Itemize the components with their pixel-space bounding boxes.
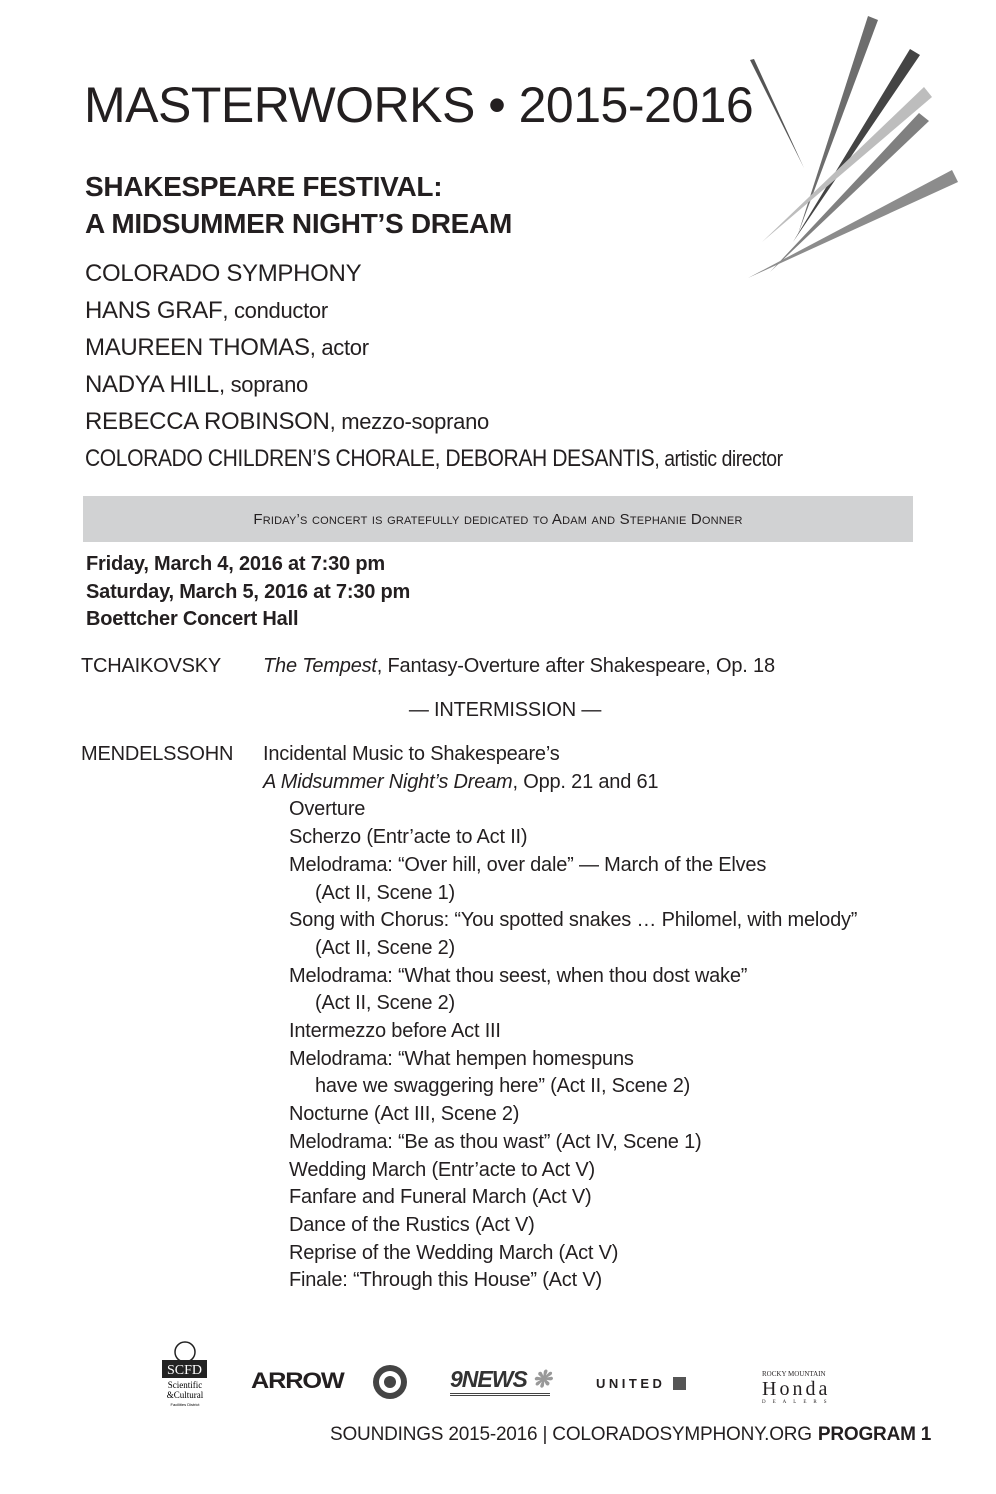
performer-name: REBECCA ROBINSON bbox=[85, 408, 330, 435]
movement: Fanfare and Funeral March (Act V) bbox=[289, 1186, 592, 1209]
performer bbox=[85, 366, 878, 403]
movement: Melodrama: “Be as thou wast” (Act IV, Scene 1) bbox=[289, 1130, 702, 1153]
movement-continuation: (Act II, Scene 1) bbox=[315, 881, 455, 904]
sponsor-logos bbox=[0, 1338, 996, 1418]
performer bbox=[85, 403, 878, 440]
performer bbox=[85, 440, 878, 477]
composer: MENDELSSOHN bbox=[81, 743, 234, 765]
work bbox=[263, 741, 857, 1295]
performer bbox=[85, 255, 878, 292]
movement: Dance of the Rustics (Act V) bbox=[289, 1213, 535, 1236]
work-detail: , Opp. 21 and 61 bbox=[512, 770, 659, 793]
movement: Melodrama: “What hempen homespuns bbox=[289, 1047, 634, 1070]
performer-name: HANS GRAF bbox=[85, 297, 223, 324]
program-number: PROGRAM 1 bbox=[817, 1424, 932, 1445]
work-title: A Midsummer Night’s Dream bbox=[263, 770, 513, 793]
page-footer bbox=[330, 1424, 931, 1446]
performer-role: , actor bbox=[309, 335, 369, 360]
performer-role: , soprano bbox=[218, 372, 308, 397]
footer-text: SOUNDINGS 2015-2016 | COLORADOSYMPHONY.ORG bbox=[330, 1424, 812, 1445]
movement: Overture bbox=[289, 798, 366, 821]
movement: Finale: “Through this House” (Act V) bbox=[289, 1269, 602, 1292]
svg-text:Scientific: Scientific bbox=[167, 1380, 203, 1390]
venue: Boettcher Concert Hall bbox=[86, 608, 299, 630]
performance-dates bbox=[86, 551, 410, 634]
work-title: The Tempest bbox=[263, 655, 377, 677]
work-detail: , Fantasy-Overture after Shakespeare, Op. 18 bbox=[376, 655, 775, 677]
performer-role: , mezzo-soprano bbox=[329, 409, 489, 434]
date-line: Friday, March 4, 2016 at 7:30 pm bbox=[86, 553, 385, 575]
composer: TCHAIKOVSKY bbox=[81, 655, 222, 677]
subtitle-line: SHAKESPEARE FESTIVAL: bbox=[85, 171, 443, 202]
page-title: MASTERWORKS • 2015-2016 bbox=[84, 77, 754, 133]
movement: Melodrama: “What thou seest, when thou dost wake” bbox=[289, 964, 748, 987]
svg-text:&Cultural: &Cultural bbox=[166, 1390, 204, 1400]
target-logo bbox=[372, 1364, 408, 1400]
performer-long-line bbox=[85, 440, 783, 477]
movement: Scherzo (Entr’acte to Act II) bbox=[289, 826, 528, 849]
performer-name: NADYA HILL bbox=[85, 371, 219, 398]
subtitle-line: A MIDSUMMER NIGHT’S DREAM bbox=[85, 208, 513, 239]
movement: Melodrama: “Over hill, over dale” — March of the Elves bbox=[289, 853, 767, 876]
dedication-banner: Friday’s concert is gratefully dedicated to Adam and Stephanie Donner bbox=[83, 496, 913, 542]
arrow-logo: ARROW bbox=[251, 1368, 344, 1393]
performer-name: MAUREEN THOMAS bbox=[85, 334, 310, 361]
united-logo: UNITED bbox=[596, 1376, 686, 1391]
movement: Intermezzo before Act III bbox=[289, 1020, 501, 1043]
work bbox=[263, 653, 775, 681]
scfd-logo bbox=[160, 1340, 210, 1412]
honda-logo: ROCKY MOUNTAIN Honda DEALERS bbox=[762, 1370, 834, 1405]
intermission: — INTERMISSION — bbox=[408, 699, 602, 721]
movement-continuation: (Act II, Scene 2) bbox=[315, 992, 455, 1015]
work-line: Incidental Music to Shakespeare’s bbox=[263, 743, 560, 765]
movement: Song with Chorus: “You spotted snakes … Philomel, with melody” bbox=[289, 909, 858, 932]
9news-logo: 9NEWS ❋ bbox=[450, 1366, 550, 1396]
movement-continuation: have we swaggering here” (Act II, Scene 2) bbox=[315, 1075, 691, 1098]
date-line: Saturday, March 5, 2016 at 7:30 pm bbox=[86, 580, 411, 603]
movement-list bbox=[263, 796, 857, 1295]
performer bbox=[85, 292, 878, 329]
movement: Nocturne (Act III, Scene 2) bbox=[289, 1103, 520, 1126]
performer-name: COLORADO SYMPHONY bbox=[85, 260, 362, 287]
svg-text:SCFD: SCFD bbox=[166, 1363, 203, 1378]
performer-role: , conductor bbox=[222, 298, 328, 323]
svg-text:Facilities District: Facilities District bbox=[170, 1402, 200, 1407]
concert-subtitle bbox=[85, 168, 512, 242]
performers-list bbox=[85, 255, 878, 477]
performer-name: COLORADO CHILDREN’S CHORALE, DEBORAH DESANTIS bbox=[85, 445, 655, 472]
movement: Reprise of the Wedding March (Act V) bbox=[289, 1241, 619, 1264]
performer bbox=[85, 329, 878, 366]
work-line bbox=[263, 769, 857, 797]
movement-continuation: (Act II, Scene 2) bbox=[315, 936, 455, 959]
performer-role: , artistic director bbox=[654, 446, 783, 471]
movement: Wedding March (Entr’acte to Act V) bbox=[289, 1158, 595, 1181]
